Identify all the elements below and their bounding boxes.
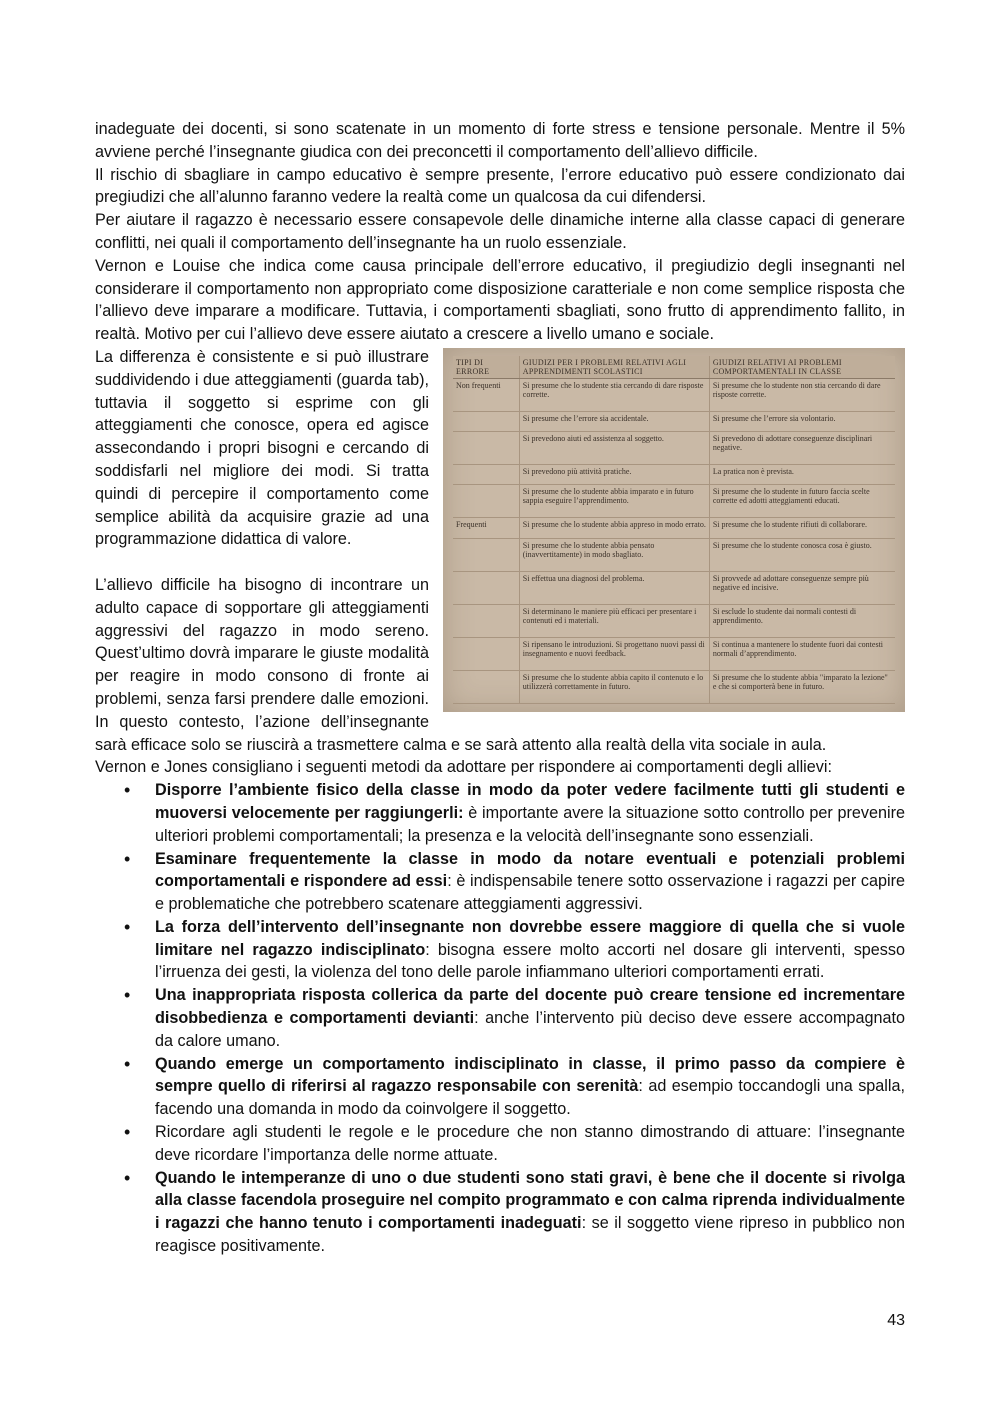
document-body bbox=[95, 118, 905, 1258]
table-cell: Si prevedono aiuti ed assistenza al soggetto. bbox=[519, 432, 709, 465]
table-cell: Si effettua una diagnosi del problema. bbox=[519, 571, 709, 604]
list-item bbox=[155, 984, 905, 1052]
table-row bbox=[453, 571, 895, 604]
list-item-bold: Esaminare frequentemente la classe in modo da notare eventuali e potenziali problemi comportamentali e rispondere ad essi bbox=[155, 849, 905, 891]
table-cell bbox=[453, 670, 519, 703]
paragraph: inadeguate dei docenti, si sono scatenate in un momento di forte stress e tensione personale. Mentre il 5% avviene perché l’insegnante giudica con dei preconcetti il comportamento dell’allievo difficile. bbox=[95, 120, 905, 161]
table-row bbox=[453, 604, 895, 637]
table-row bbox=[453, 485, 895, 518]
table-row bbox=[453, 378, 895, 411]
table-cell: Non frequenti bbox=[453, 378, 519, 411]
table-cell: Si presume che lo studente non stia cercando di dare risposte corrette. bbox=[709, 378, 895, 411]
table-cell: Si provvede ad adottare conseguenze sempre più negative ed incisive. bbox=[709, 571, 895, 604]
table-cell bbox=[453, 538, 519, 571]
table-cell: Si ripensano le introduzioni. Si progettano nuovi passi di insegnamento e nuovi feedback. bbox=[519, 637, 709, 670]
table-photo bbox=[443, 348, 905, 712]
list-item bbox=[155, 916, 905, 984]
table-cell: La pratica non è prevista. bbox=[709, 465, 895, 485]
table-cell: Frequenti bbox=[453, 518, 519, 538]
table-cell: Si presume che lo studente in futuro faccia scelte corrette ed adotti atteggiamenti educati. bbox=[709, 485, 895, 518]
list-item-bold: Disporre l’ambiente fisico della classe in modo da poter vedere facilmente tutti gli studenti e muoversi velocemente per raggiungerli: bbox=[155, 781, 905, 822]
list-item-text: è importante avere la situazione sotto controllo per prevenire ulteriori problemi comportamentali; la presenza e la velocità dell’insegnante sono essenziali. bbox=[155, 803, 905, 845]
list-item bbox=[155, 1053, 905, 1121]
list-item-text: : è indispensabile tenere sotto osservazione i ragazzi per capire e problematiche che potrebbero scatenare atteggiamenti aggressivi. bbox=[155, 872, 905, 914]
table-cell: Si continua a mantenere lo studente fuori dai contesti normali d’apprendimento. bbox=[709, 637, 895, 670]
table-row bbox=[453, 465, 895, 485]
table-cell bbox=[453, 604, 519, 637]
list-item-bold: Una inappropriata risposta collerica da parte del docente può creare tensione ed incrementare disobbedienza e comportamenti devianti bbox=[155, 986, 905, 1028]
list-item-bold: Quando emerge un comportamento indisciplinato in classe, il primo passo da compiere è sempre quello di riferirsi al ragazzo responsabile con serenità bbox=[155, 1054, 905, 1096]
table-cell: Si presume che lo studente conosca cosa è giusto. bbox=[709, 538, 895, 571]
table-cell: Si presume che lo studente abbia "imparato la lezione" e che si comporterà bene in futuro. bbox=[709, 670, 895, 703]
table-cell: Si presume che lo studente abbia appreso in modo errato. bbox=[519, 518, 709, 538]
list-item-text: : bisogna essere molto accorti nel dosare gli interventi, spesso l’irruenza dei gesti, la violenza del tono delle parole infiammano ulteriori comportamenti errati. bbox=[155, 940, 905, 982]
table-cell bbox=[453, 637, 519, 670]
error-types-table bbox=[453, 356, 895, 704]
table-cell: Si presume che lo studente abbia pensato (inavvertitamente) in modo sbagliato. bbox=[519, 538, 709, 571]
table-cell: Si presume che lo studente abbia imparato e in futuro sappia eseguire l’apprendimento. bbox=[519, 485, 709, 518]
table-row bbox=[453, 518, 895, 538]
table-row bbox=[453, 538, 895, 571]
table-cell: Si presume che lo studente abbia capito il contenuto e lo utilizzerà correttamente in futuro. bbox=[519, 670, 709, 703]
table-cell: Si esclude lo studente dai normali contesti di apprendimento. bbox=[709, 604, 895, 637]
paragraph: Vernon e Jones consigliano i seguenti metodi da adottare per rispondere ai comportamenti degli allievi: bbox=[95, 758, 832, 777]
table-cell bbox=[453, 571, 519, 604]
table-cell bbox=[453, 412, 519, 432]
table-row bbox=[453, 432, 895, 465]
table-cell: Si prevedono più attività pratiche. bbox=[519, 465, 709, 485]
list-item-text: : ad esempio toccandogli una spalla, facendo una domanda in modo da coinvolgere il soggetto. bbox=[155, 1077, 905, 1119]
list-item bbox=[155, 848, 905, 916]
list-item bbox=[155, 779, 905, 847]
paragraph: La differenza è consistente e si può illustrare suddividendo i due atteggiamenti (guarda tab), tuttavia il soggetto si esprime con gli atteggiamenti che conosce, opera ed agisce assecondando i propri bisogni e cercando di soddisfarli nel migliore dei modi. Si tratta quindi di percepire il comportamento come semplice abilità da acquisire grazie ad una programmazione didattica di valore. bbox=[95, 347, 429, 549]
paragraph: Per aiutare il ragazzo è necessario essere consapevole delle dinamiche interne alla classe capaci di generare conflitti, nei quali il comportamento dell’insegnante ha un ruolo essenziale. bbox=[95, 211, 905, 252]
table-cell: Si presume che l’errore sia accidentale. bbox=[519, 412, 709, 432]
methods-list bbox=[95, 779, 905, 1258]
table-cell: Si prevedono di adottare conseguenze disciplinari negative. bbox=[709, 432, 895, 465]
list-item-bold: Quando le intemperanze di uno o due studenti sono stati gravi, è bene che il docente si rivolga alla classe facendola proseguire nel compito programmato e con calma riprenda individualmente i ragazzi che hanno tenuto i comportamenti inadeguati bbox=[155, 1168, 905, 1233]
table-header: GIUDIZI RELATIVI AI PROBLEMI COMPORTAMENTALI IN CLASSE bbox=[709, 356, 895, 379]
list-item-text: : anche l’intervento più deciso deve essere accompagnato da calore umano. bbox=[155, 1009, 905, 1050]
table-row bbox=[453, 637, 895, 670]
table-cell: Si determinano le maniere più efficaci per presentare i contenuti ed i materiali. bbox=[519, 604, 709, 637]
list-item-text: : se il soggetto viene ripreso in pubblico non reagisce positivamente. bbox=[155, 1214, 906, 1256]
paragraph: L’allievo difficile ha bisogno di incontrare un adulto capace di sopportare gli atteggiamenti aggressivi del ragazzo in modo sereno. Quest’ultimo dovrà imparare le giuste modalità per reagire in modo consono di fronte ai problemi, senza farsi prendere dalle emozioni. In questo contesto, l’azione dell’insegnante sarà efficace solo se riuscirà a trasmettere calma e se sarà attento alla realtà della vita sociale in aula. bbox=[95, 575, 827, 754]
table-row bbox=[453, 412, 895, 432]
table-row bbox=[453, 670, 895, 703]
list-item bbox=[155, 1167, 905, 1258]
list-item-bold: La forza dell’intervento dell’insegnante non dovrebbe essere maggiore di quella che si vuole limitare nel ragazzo indisciplinato bbox=[155, 917, 905, 959]
table-cell: Si presume che lo studente stia cercando di dare risposte corrette. bbox=[519, 378, 709, 411]
list-item bbox=[155, 1121, 905, 1167]
table-header: GIUDIZI PER I PROBLEMI RELATIVI AGLI APPRENDIMENTI SCOLASTICI bbox=[519, 356, 709, 379]
paragraph: Il rischio di sbagliare in campo educativo è sempre presente, l’errore educativo può essere condizionato dai pregiudizi che all’alunno faranno vedere la realtà come un qualcosa da cui difendersi. bbox=[95, 165, 905, 207]
table-cell bbox=[453, 465, 519, 485]
paragraph: Vernon e Louise che indica come causa principale dell’errore educativo, il pregiudizio degli insegnanti nel considerare il comportamento non appropriato come disposizione caratteriale e non come semplice risposta che l’allievo deve imparare a modificare. Tuttavia, i comportamenti sbagliati, sono frutto di apprendimento fallito, in realtà. Motivo per cui l’allievo deve essere aiutato a crescere a livello umano e sociale. bbox=[95, 256, 905, 344]
table-cell: Si presume che lo studente rifiuti di collaborare. bbox=[709, 518, 895, 538]
list-item-text: Ricordare agli studenti le regole e le procedure che non stanno dimostrando di attuare: l’insegnante deve ricordare l’importanza delle norme attuate. bbox=[155, 1123, 905, 1164]
table-cell bbox=[453, 432, 519, 465]
table-cell: Si presume che l’errore sia volontario. bbox=[709, 412, 895, 432]
table-cell bbox=[453, 485, 519, 518]
page-number: 43 bbox=[887, 1312, 905, 1329]
table-header: TIPI DI ERRORE bbox=[453, 356, 519, 379]
